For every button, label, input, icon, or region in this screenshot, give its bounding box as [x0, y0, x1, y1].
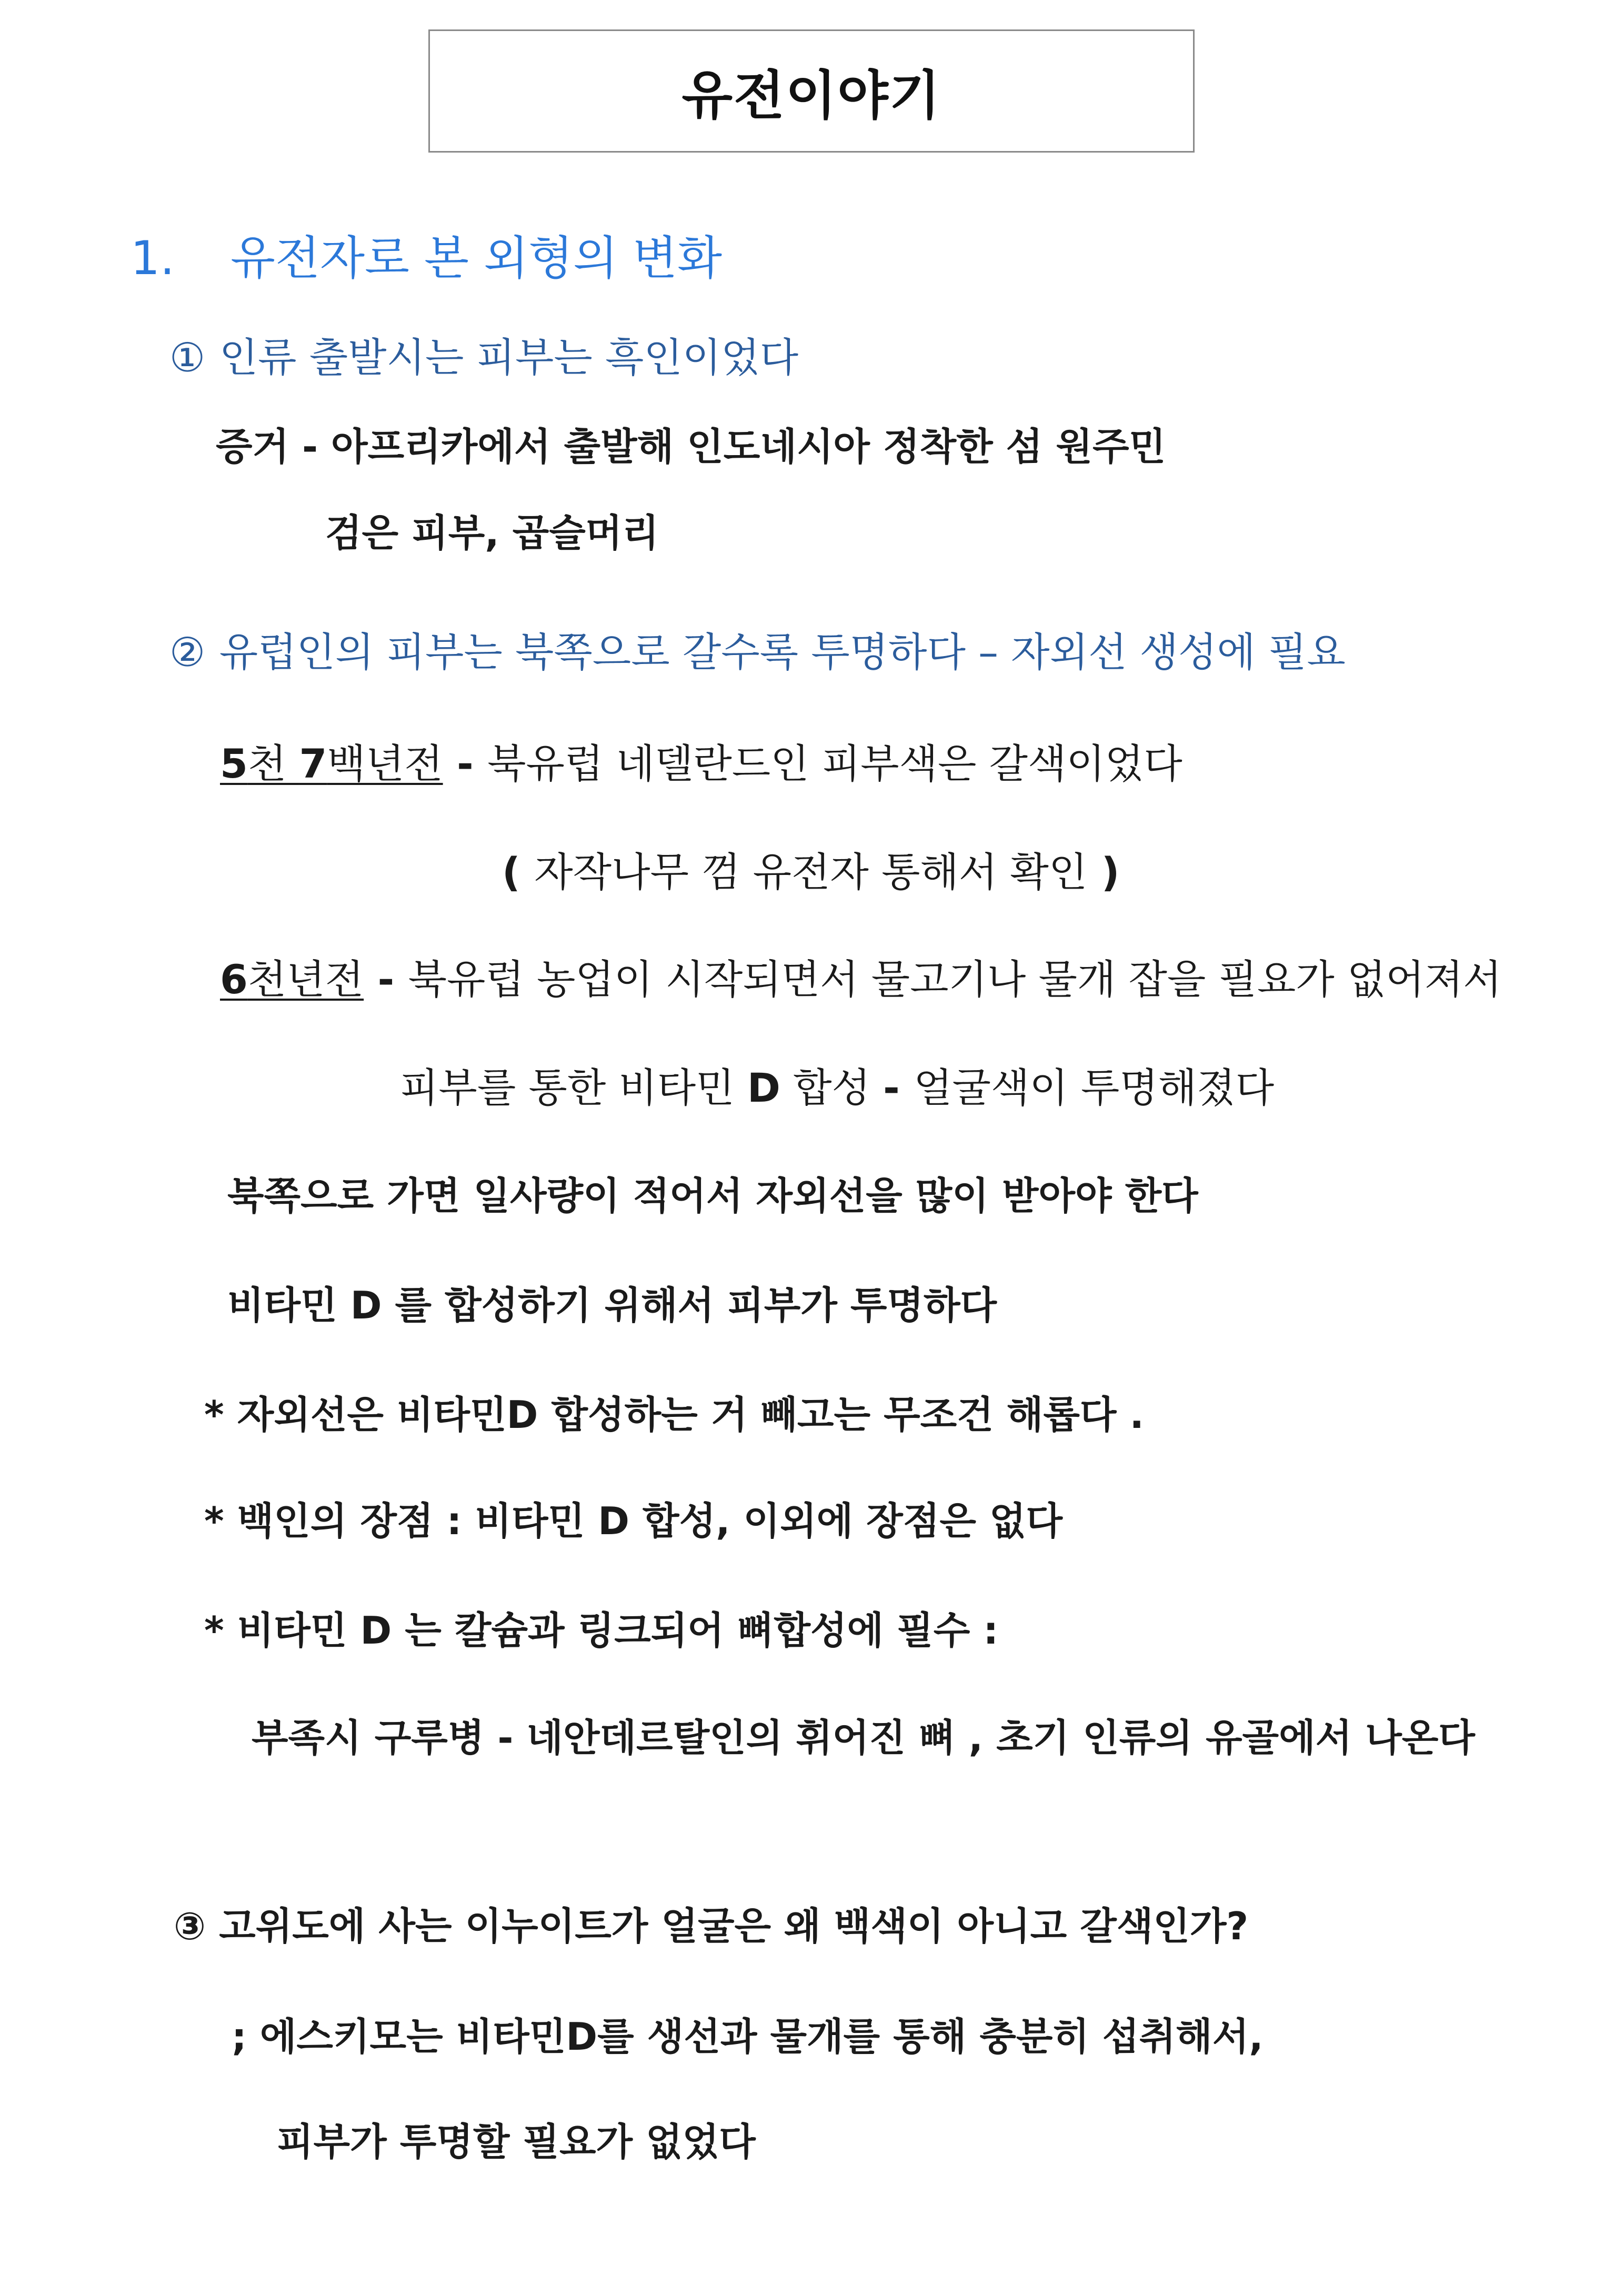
item2-heading — [169, 629, 1346, 675]
item2-period1-note: ( 자작나무 껌 유전자 통해서 확인 ) — [502, 849, 1120, 895]
period2-label: 6천년전 — [220, 956, 364, 1003]
page-title: 유전이야기 — [681, 65, 941, 126]
title-box — [428, 29, 1195, 153]
item2-period2-cont: 피부를 통한 비타민 D 합성 - 얼굴색이 투명해졌다 — [400, 1064, 1274, 1111]
item3-marker: ③ — [174, 1904, 206, 1948]
section-number: 1. — [131, 231, 175, 285]
period1-text: 북유럽 네델란드인 피부색은 갈색이었다 — [487, 740, 1182, 787]
item1-heading — [169, 335, 798, 380]
item3-answer2: 피부가 투명할 필요가 없었다 — [277, 2120, 756, 2164]
item3-title: 고위도에 사는 이누이트가 얼굴은 왜 백색이 아니고 갈색인가? — [219, 1904, 1249, 1948]
section-title: 유전자로 본 외형의 변화 — [230, 231, 722, 285]
item2-period1: 5천 7백년전 - 북유럽 네델란드인 피부색은 갈색이었다 — [220, 740, 1182, 787]
item1-evidence: 증거 - 아프리카에서 출발해 인도네시아 정착한 섬 원주민 — [216, 425, 1166, 469]
item2-period2: 6천년전 - 북유럽 농업이 시작되면서 물고기나 물개 잡을 필요가 없어져서 — [220, 956, 1502, 1003]
item1-marker: ① — [169, 334, 206, 381]
item2-note1: 북쪽으로 가면 일사량이 적어서 자외선을 많이 받아야 한다 — [227, 1174, 1198, 1218]
item2-note2: 비타민 D 를 합성하기 위해서 피부가 투명하다 — [227, 1283, 997, 1327]
period2-text: 북유럽 농업이 시작되면서 물고기나 물개 잡을 필요가 없어져서 — [408, 956, 1502, 1003]
item3-answer1: ; 에스키모는 비타민D를 생선과 물개를 통해 충분히 섭취해서, — [232, 2015, 1264, 2059]
item3-heading — [174, 1905, 1248, 1948]
item2-title: 유럽인의 피부는 북쪽으로 갈수록 투명하다 – 자외선 생성에 필요 — [219, 629, 1346, 676]
item2-star3-cont: 부족시 구루병 - 네안데르탈인의 휘어진 뼈 , 초기 인류의 유골에서 나온다 — [252, 1716, 1475, 1760]
item1-evidence-detail: 검은 피부, 곱슬머리 — [325, 511, 659, 555]
item2-star1: * 자외선은 비타민D 합성하는 거 빼고는 무조건 해롭다 . — [204, 1393, 1144, 1437]
period1-label: 5천 7백년전 — [220, 740, 443, 787]
item2-star2: * 백인의 장점 : 비타민 D 합성, 이외에 장점은 없다 — [204, 1499, 1063, 1543]
item1-title: 인류 출발시는 피부는 흑인이었다 — [219, 334, 799, 381]
item2-star3: * 비타민 D 는 칼슘과 링크되어 뼈합성에 필수 : — [204, 1608, 999, 1653]
item2-marker: ② — [169, 629, 206, 676]
section-heading — [131, 231, 722, 285]
